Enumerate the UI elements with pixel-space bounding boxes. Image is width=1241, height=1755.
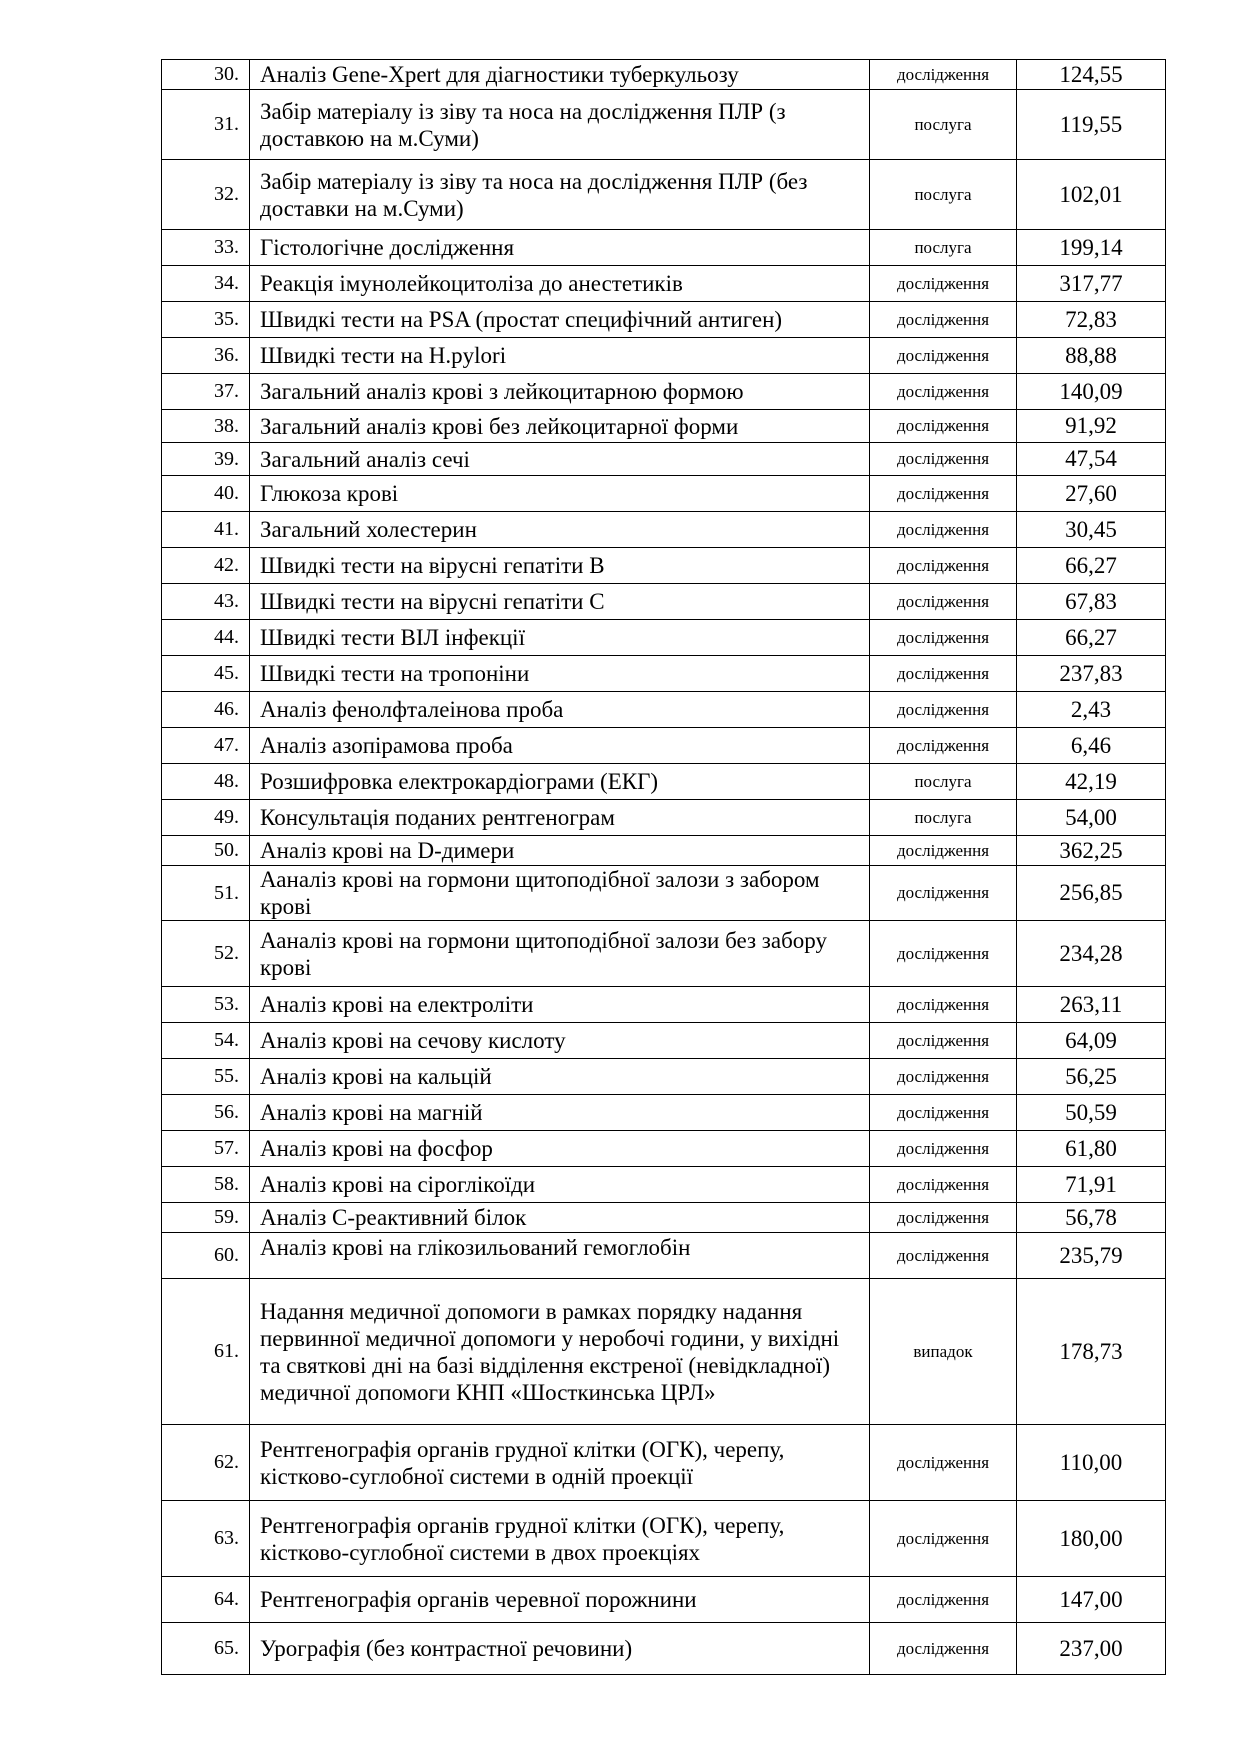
service-name: Аналіз крові на електроліти (250, 987, 870, 1023)
row-number: 44. (162, 620, 250, 656)
service-name: Урографія (без контрастної речовини) (250, 1623, 870, 1675)
service-name: Аналіз фенолфталеінова проба (250, 692, 870, 728)
row-number: 54. (162, 1023, 250, 1059)
row-number: 47. (162, 728, 250, 764)
price-table (161, 59, 1166, 1675)
row-number: 49. (162, 800, 250, 836)
service-name: Швидкі тести на тропоніни (250, 656, 870, 692)
row-number: 38. (162, 410, 250, 443)
table-row (162, 374, 1166, 410)
table-row (162, 1095, 1166, 1131)
table-row (162, 548, 1166, 584)
unit-of-measure: дослідження (870, 584, 1017, 620)
row-number: 36. (162, 338, 250, 374)
service-name: Аналіз азопірамова проба (250, 728, 870, 764)
table-row (162, 302, 1166, 338)
table-row (162, 836, 1166, 866)
row-number: 43. (162, 584, 250, 620)
unit-of-measure: дослідження (870, 1623, 1017, 1675)
unit-of-measure: дослідження (870, 836, 1017, 866)
service-name: Гістологічне дослідження (250, 230, 870, 266)
service-name: Швидкі тести на PSA (простат специфічний антиген) (250, 302, 870, 338)
service-name: Рентгенографія органів грудної клітки (ОГК), черепу, кістково-суглобної системи в одній проекції (250, 1425, 870, 1501)
price-value: 234,28 (1017, 921, 1166, 987)
price-value: 61,80 (1017, 1131, 1166, 1167)
unit-of-measure: дослідження (870, 1577, 1017, 1623)
row-number: 65. (162, 1623, 250, 1675)
row-number: 39. (162, 443, 250, 476)
price-value: 71,91 (1017, 1167, 1166, 1203)
price-value: 362,25 (1017, 836, 1166, 866)
service-name: Загальний холестерин (250, 512, 870, 548)
price-value: 110,00 (1017, 1425, 1166, 1501)
price-value: 42,19 (1017, 764, 1166, 800)
price-value: 56,78 (1017, 1203, 1166, 1233)
table-row (162, 1167, 1166, 1203)
price-value: 140,09 (1017, 374, 1166, 410)
unit-of-measure: дослідження (870, 60, 1017, 90)
unit-of-measure: дослідження (870, 656, 1017, 692)
table-row (162, 1203, 1166, 1233)
price-value: 147,00 (1017, 1577, 1166, 1623)
unit-of-measure: дослідження (870, 512, 1017, 548)
row-number: 40. (162, 476, 250, 512)
table-row (162, 1279, 1166, 1425)
table-row (162, 728, 1166, 764)
service-name: Забір матеріалу із зіву та носа на дослідження ПЛР (без доставки на м.Суми) (250, 160, 870, 230)
price-value: 30,45 (1017, 512, 1166, 548)
unit-of-measure: дослідження (870, 1501, 1017, 1577)
row-number: 34. (162, 266, 250, 302)
price-value: 124,55 (1017, 60, 1166, 90)
unit-of-measure: дослідження (870, 410, 1017, 443)
row-number: 46. (162, 692, 250, 728)
unit-of-measure: дослідження (870, 476, 1017, 512)
unit-of-measure: дослідження (870, 1233, 1017, 1279)
price-value: 199,14 (1017, 230, 1166, 266)
row-number: 51. (162, 866, 250, 921)
service-name: Швидкі тести на вірусні гепатіти В (250, 548, 870, 584)
price-value: 64,09 (1017, 1023, 1166, 1059)
price-value: 237,00 (1017, 1623, 1166, 1675)
table-row (162, 1023, 1166, 1059)
service-name: Аналіз крові на глікозильований гемоглобін (250, 1233, 870, 1279)
unit-of-measure: випадок (870, 1279, 1017, 1425)
service-name: Надання медичної допомоги в рамках порядку надання первинної медичної допомоги у неробочі години, у вихідні та святкові дні на базі відділення екстреної (невідкладної) медичної допомоги КНП «Шосткинська ЦРЛ» (250, 1279, 870, 1425)
row-number: 50. (162, 836, 250, 866)
table-row (162, 1501, 1166, 1577)
unit-of-measure: дослідження (870, 374, 1017, 410)
table-row (162, 1623, 1166, 1675)
unit-of-measure: дослідження (870, 1023, 1017, 1059)
price-value: 102,01 (1017, 160, 1166, 230)
price-value: 27,60 (1017, 476, 1166, 512)
service-name: Аналіз крові на D-димери (250, 836, 870, 866)
price-value: 91,92 (1017, 410, 1166, 443)
service-name: Ааналіз крові на гормони щитоподібної залози без забору крові (250, 921, 870, 987)
unit-of-measure: дослідження (870, 1131, 1017, 1167)
service-name: Забір матеріалу із зіву та носа на дослідження ПЛР (з доставкою на м.Суми) (250, 90, 870, 160)
price-value: 56,25 (1017, 1059, 1166, 1095)
price-value: 67,83 (1017, 584, 1166, 620)
service-name: Розшифровка електрокардіограми (ЕКГ) (250, 764, 870, 800)
price-value: 263,11 (1017, 987, 1166, 1023)
table-row (162, 512, 1166, 548)
table-row (162, 1577, 1166, 1623)
price-value: 88,88 (1017, 338, 1166, 374)
price-value: 47,54 (1017, 443, 1166, 476)
unit-of-measure: послуга (870, 764, 1017, 800)
table-row (162, 410, 1166, 443)
unit-of-measure: послуга (870, 230, 1017, 266)
row-number: 37. (162, 374, 250, 410)
unit-of-measure: послуга (870, 800, 1017, 836)
unit-of-measure: дослідження (870, 338, 1017, 374)
unit-of-measure: дослідження (870, 1167, 1017, 1203)
table-row (162, 921, 1166, 987)
unit-of-measure: дослідження (870, 921, 1017, 987)
row-number: 42. (162, 548, 250, 584)
price-value: 72,83 (1017, 302, 1166, 338)
price-value: 178,73 (1017, 1279, 1166, 1425)
unit-of-measure: дослідження (870, 1425, 1017, 1501)
unit-of-measure: дослідження (870, 1095, 1017, 1131)
table-row (162, 584, 1166, 620)
service-name: Аналіз С-реактивний білок (250, 1203, 870, 1233)
row-number: 45. (162, 656, 250, 692)
service-name: Аналіз крові на сіроглікоїди (250, 1167, 870, 1203)
table-row (162, 60, 1166, 90)
table-row (162, 692, 1166, 728)
row-number: 35. (162, 302, 250, 338)
unit-of-measure: дослідження (870, 692, 1017, 728)
table-row (162, 266, 1166, 302)
row-number: 31. (162, 90, 250, 160)
table-row (162, 1059, 1166, 1095)
service-name: Консультація поданих рентгенограм (250, 800, 870, 836)
table-row (162, 656, 1166, 692)
unit-of-measure: послуга (870, 90, 1017, 160)
row-number: 53. (162, 987, 250, 1023)
table-row (162, 476, 1166, 512)
price-value: 180,00 (1017, 1501, 1166, 1577)
unit-of-measure: дослідження (870, 443, 1017, 476)
price-value: 235,79 (1017, 1233, 1166, 1279)
row-number: 64. (162, 1577, 250, 1623)
row-number: 63. (162, 1501, 250, 1577)
unit-of-measure: дослідження (870, 866, 1017, 921)
service-name: Загальний аналіз крові з лейкоцитарною формою (250, 374, 870, 410)
service-name: Ааналіз крові на гормони щитоподібної залози з забором крові (250, 866, 870, 921)
table-row (162, 1425, 1166, 1501)
service-name: Загальний аналіз сечі (250, 443, 870, 476)
row-number: 41. (162, 512, 250, 548)
service-name: Загальний аналіз крові без лейкоцитарної форми (250, 410, 870, 443)
row-number: 30. (162, 60, 250, 90)
price-value: 317,77 (1017, 266, 1166, 302)
price-value: 2,43 (1017, 692, 1166, 728)
price-value: 256,85 (1017, 866, 1166, 921)
table-row (162, 160, 1166, 230)
unit-of-measure: дослідження (870, 548, 1017, 584)
service-name: Аналіз крові на сечову кислоту (250, 1023, 870, 1059)
price-table-body (162, 60, 1166, 1675)
table-row (162, 1131, 1166, 1167)
row-number: 57. (162, 1131, 250, 1167)
service-name: Реакція імунолейкоцитоліза до анестетиків (250, 266, 870, 302)
table-row (162, 230, 1166, 266)
row-number: 52. (162, 921, 250, 987)
service-name: Глюкоза крові (250, 476, 870, 512)
service-name: Швидкі тести на H.pylori (250, 338, 870, 374)
row-number: 58. (162, 1167, 250, 1203)
price-value: 237,83 (1017, 656, 1166, 692)
table-row (162, 987, 1166, 1023)
service-name: Швидкі тести ВІЛ інфекції (250, 620, 870, 656)
row-number: 61. (162, 1279, 250, 1425)
unit-of-measure: послуга (870, 160, 1017, 230)
price-value: 6,46 (1017, 728, 1166, 764)
table-row (162, 866, 1166, 921)
unit-of-measure: дослідження (870, 728, 1017, 764)
unit-of-measure: дослідження (870, 620, 1017, 656)
table-row (162, 800, 1166, 836)
unit-of-measure: дослідження (870, 302, 1017, 338)
price-value: 119,55 (1017, 90, 1166, 160)
unit-of-measure: дослідження (870, 987, 1017, 1023)
table-row (162, 764, 1166, 800)
row-number: 59. (162, 1203, 250, 1233)
price-value: 50,59 (1017, 1095, 1166, 1131)
row-number: 48. (162, 764, 250, 800)
service-name: Рентгенографія органів грудної клітки (ОГК), черепу, кістково-суглобної системи в двох проекціях (250, 1501, 870, 1577)
row-number: 62. (162, 1425, 250, 1501)
table-row (162, 90, 1166, 160)
unit-of-measure: дослідження (870, 1059, 1017, 1095)
service-name: Швидкі тести на вірусні гепатіти С (250, 584, 870, 620)
row-number: 56. (162, 1095, 250, 1131)
table-row (162, 1233, 1166, 1279)
table-row (162, 443, 1166, 476)
service-name: Аналіз крові на фосфор (250, 1131, 870, 1167)
service-name: Рентгенографія органів черевної порожнини (250, 1577, 870, 1623)
unit-of-measure: дослідження (870, 266, 1017, 302)
table-row (162, 338, 1166, 374)
price-value: 66,27 (1017, 548, 1166, 584)
table-row (162, 620, 1166, 656)
row-number: 33. (162, 230, 250, 266)
price-value: 66,27 (1017, 620, 1166, 656)
unit-of-measure: дослідження (870, 1203, 1017, 1233)
price-value: 54,00 (1017, 800, 1166, 836)
row-number: 60. (162, 1233, 250, 1279)
service-name: Аналіз крові на кальцій (250, 1059, 870, 1095)
row-number: 55. (162, 1059, 250, 1095)
row-number: 32. (162, 160, 250, 230)
service-name: Аналіз Gene-Xpert для діагностики туберкульозу (250, 60, 870, 90)
service-name: Аналіз крові на магній (250, 1095, 870, 1131)
